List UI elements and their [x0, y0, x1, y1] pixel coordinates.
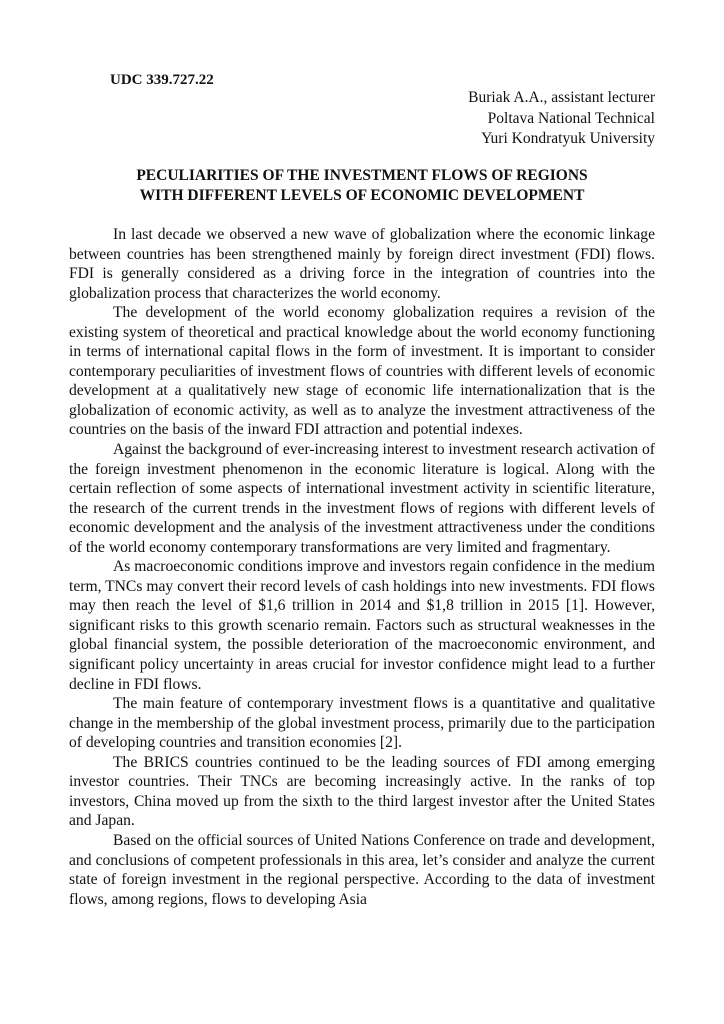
- paragraph-1: In last decade we observed a new wave of globalization where the economic linkage between countries has been strengthened mainly by foreign direct investment (FDI) flows. FDI is generally considered as a driving force in the integration of countries into the globalization process that characterizes the world economy.: [69, 226, 655, 302]
- paragraph-7: Based on the official sources of United Nations Conference on trade and development, and conclusions of competent professionals in this area, let’s consider and analyze the current state of foreign investment in the regional perspective. According to the data of investment flows, among regions, flows to developing Asia: [69, 831, 655, 908]
- paragraph-4: As macroeconomic conditions improve and investors regain confidence in the medium term, TNCs may convert their record levels of cash holdings into new investments. FDI flows may then reach the level of $1,6 trillion in 2014 and $1,8 trillion in 2015 [1]. However, significant risks to this growth scenario remain. Factors such as structural weaknesses in the global financial system, the possible deterioration of the macroeconomic environment, and significant policy uncertainty in areas crucial for investor confidence might lead to a further decline in FDI flows.: [69, 558, 655, 693]
- paragraph-6: The BRICS countries continued to be the leading sources of FDI among emerging investor countries. Their TNCs are becoming increasingly active. In the ranks of top investors, China moved up from the sixth to the third largest investor after the United States and Japan.: [69, 753, 655, 830]
- paragraph-5: The main feature of contemporary investment flows is a quantitative and qualitative change in the membership of the global investment process, primarily due to the participation of developing countries and transition economies [2].: [69, 695, 655, 752]
- paragraph-2: The development of the world economy globalization requires a revision of the existing system of theoretical and practical knowledge about the world economy functioning in terms of international capital flows in the form of investment. It is important to consider contemporary peculiarities of investment flows of countries with different levels of economic development at a qualitatively new stage of economic life internationalization that is the globalization of economic activity, as well as to analyze the investment attractiveness of the countries on the basis of the inward FDI attraction and potential indexes.: [69, 304, 655, 439]
- paper-title-line-2: WITH DIFFERENT LEVELS OF ECONOMIC DEVELOPMENT: [139, 187, 585, 204]
- author-block: [468, 88, 655, 150]
- paper-title: [69, 166, 655, 206]
- author-institution-line-1: Poltava National Technical: [487, 109, 655, 127]
- author-institution-line-2: Yuri Kondratyuk University: [481, 130, 655, 147]
- udc-code: UDC 339.727.22: [110, 72, 214, 88]
- paragraph-3: Against the background of ever-increasing interest to investment research activation of the foreign investment phenomenon in the economic literature is logical. Along with the certain reflection of some aspects of international investment activity in scientific literature, the research of the current trends in the investment flows of regions with different levels of economic development and the analysis of the investment attractiveness under the conditions of the world economy contemporary transformations are very limited and fragmentary.: [69, 441, 655, 556]
- author-name: Buriak A.A., assistant lecturer: [468, 89, 655, 106]
- body-text: [69, 225, 655, 909]
- paper-title-line-1: PECULIARITIES OF THE INVESTMENT FLOWS OF REGIONS: [136, 167, 588, 184]
